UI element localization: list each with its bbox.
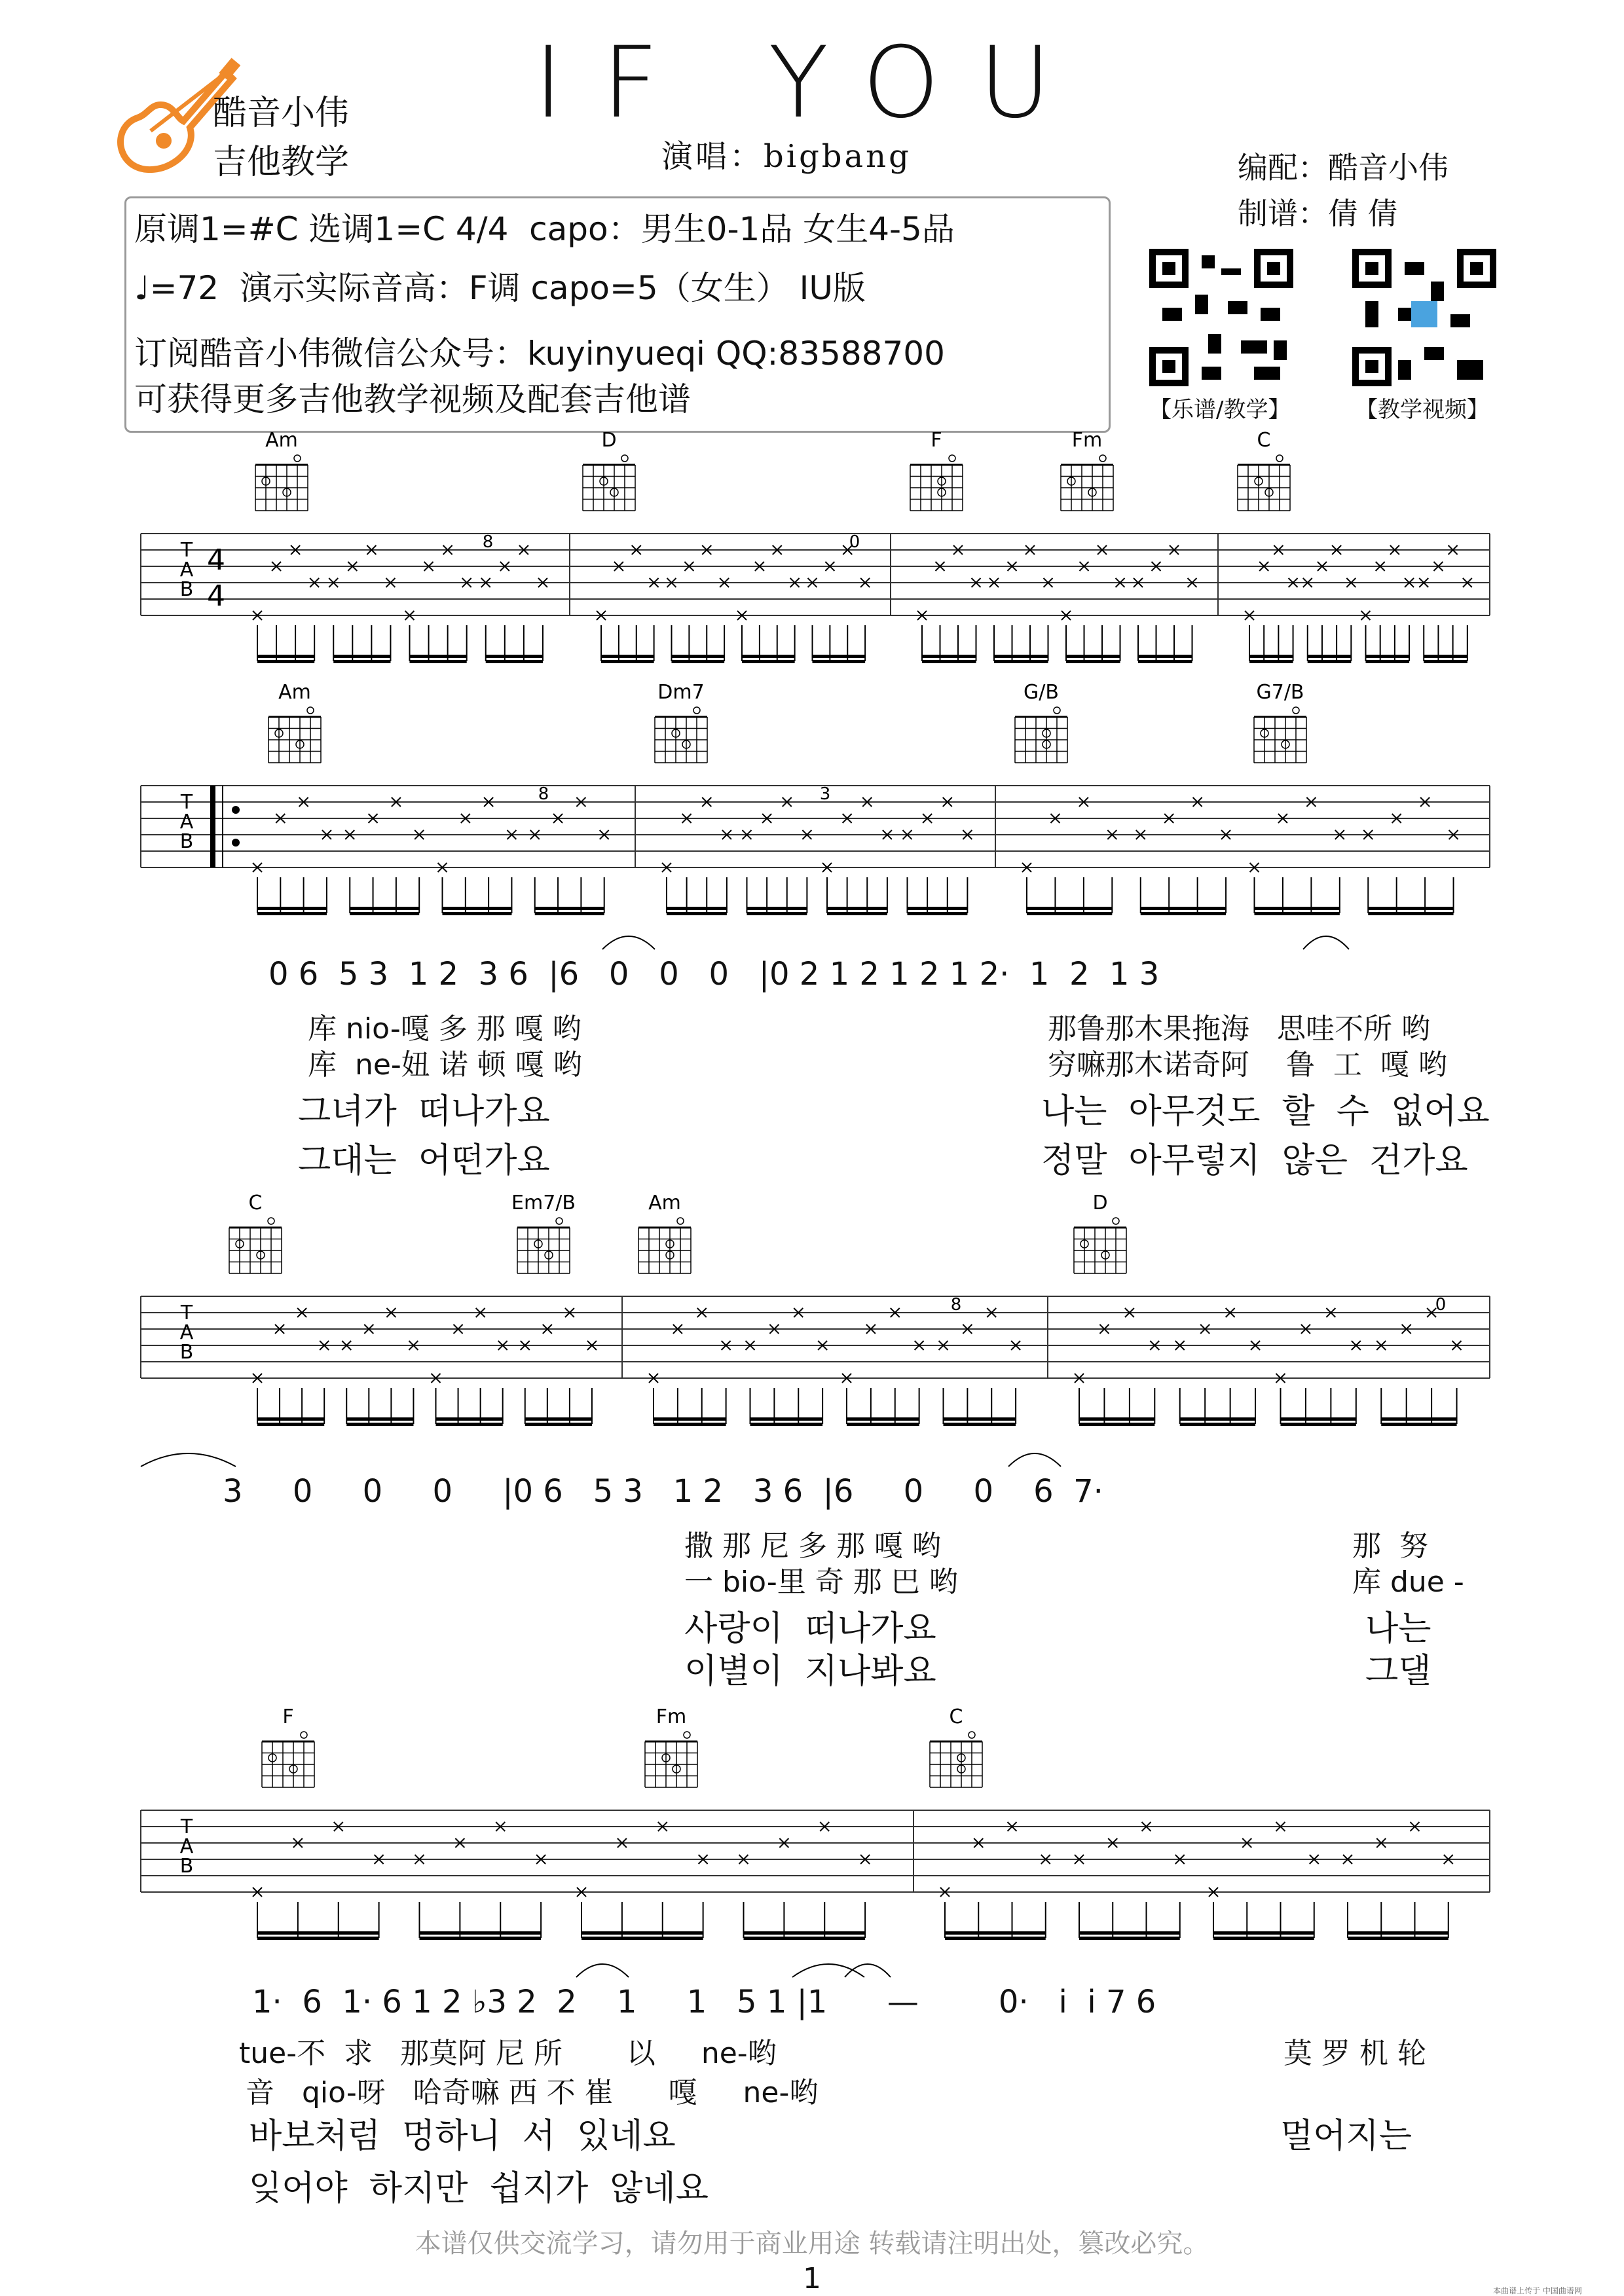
qr-score-caption: 【乐谱/教学】 xyxy=(1149,397,1291,423)
tab-letter: A xyxy=(179,1835,194,1858)
beam xyxy=(257,1937,379,1940)
open-string xyxy=(294,455,301,462)
upload-stamp: 本曲谱上传于 中国曲谱网 xyxy=(1493,2286,1582,2295)
open-string xyxy=(1099,455,1106,462)
chord-name: Fm xyxy=(655,1705,687,1728)
beam xyxy=(1079,1423,1154,1426)
beam xyxy=(945,1937,1046,1940)
beam xyxy=(1066,655,1120,658)
lyric-kr-2a: 그녀가 떠나가요 xyxy=(298,1092,550,1131)
lyric-kr-3d: 그댈 xyxy=(1365,1652,1431,1691)
open-string xyxy=(949,455,955,462)
tab-letter: T xyxy=(180,539,193,562)
beam xyxy=(744,1937,866,1940)
tab-letter: B xyxy=(179,1855,194,1878)
chord-name: G7/B xyxy=(1256,681,1304,704)
beam xyxy=(1180,1417,1255,1421)
beam xyxy=(410,655,467,658)
qr-video-caption: 【教学视频】 xyxy=(1356,397,1489,423)
lyric-cn-3a: 撒 那 尼 多 那 嘎 哟 xyxy=(684,1529,941,1563)
chord-name: Dm7 xyxy=(657,681,705,704)
open-string xyxy=(677,1218,684,1224)
beam xyxy=(420,1937,542,1940)
beam xyxy=(847,1423,919,1426)
beam xyxy=(350,907,419,910)
jianpu-line-4: 1· 6 1· 6 1 2 ♭3 2 2 1 1 5 1 |1 — 0· i i 7 6 xyxy=(252,1984,1156,2020)
lyric-cn-4b: 音 qio-呀 哈奇嘛 西 不 崔 嘎 ne-哟 xyxy=(246,2076,819,2109)
lyric-kr-4c: 멀어지는 xyxy=(1280,2117,1412,2156)
beam xyxy=(1281,1417,1356,1421)
beam xyxy=(813,660,866,663)
beam xyxy=(257,1423,324,1426)
open-string xyxy=(1113,1218,1119,1224)
beam xyxy=(994,660,1048,663)
slur-arc xyxy=(1303,936,1349,949)
tab-letter: A xyxy=(179,1321,194,1344)
beam xyxy=(1141,912,1226,915)
video-info: 可获得更多吉他教学视频及配套吉他谱 xyxy=(134,380,691,418)
beam xyxy=(350,912,419,915)
repeat-dot xyxy=(232,806,240,814)
beam xyxy=(1138,660,1192,663)
beam xyxy=(1027,912,1112,915)
tab-letter: A xyxy=(179,558,194,581)
beam xyxy=(1255,912,1340,915)
beam xyxy=(581,1937,703,1940)
beam xyxy=(257,1931,379,1935)
tab-letter: T xyxy=(180,791,193,814)
chord-name: Am xyxy=(278,681,311,704)
lyric-cn-4a: tue-不 求 那莫阿 尼 所 以 ne-哟 xyxy=(239,2037,777,2070)
beam xyxy=(742,660,795,663)
beam xyxy=(1079,1417,1154,1421)
beam xyxy=(1141,907,1226,910)
beam xyxy=(346,1417,413,1421)
beam xyxy=(1366,660,1410,663)
tab-letter: A xyxy=(179,811,194,833)
chord-name: C xyxy=(248,1192,263,1214)
open-string xyxy=(307,707,314,714)
lyric-cn-3d: 库 due - xyxy=(1352,1565,1464,1599)
slur-arc xyxy=(141,1453,236,1467)
beam xyxy=(1368,912,1453,915)
beam xyxy=(581,1931,703,1935)
beam xyxy=(257,655,314,658)
chord-name: F xyxy=(282,1705,294,1728)
beam xyxy=(1213,1937,1314,1940)
lyric-kr-2b: 그대는 어떤가요 xyxy=(298,1141,550,1180)
beam xyxy=(601,660,654,663)
open-string xyxy=(556,1218,563,1224)
beam xyxy=(945,1931,1046,1935)
beam xyxy=(1308,655,1352,658)
open-string xyxy=(621,455,628,462)
beam xyxy=(1281,1423,1356,1426)
beam xyxy=(436,1423,503,1426)
transcriber-credit: 制谱：倩 倩 xyxy=(1238,196,1398,231)
beam xyxy=(827,912,887,915)
lyric-cn-3b: 一 bio-里 奇 那 巴 哟 xyxy=(684,1565,958,1599)
beam xyxy=(1249,655,1293,658)
slur-arc xyxy=(792,1964,864,1977)
slur-arc xyxy=(602,936,655,949)
beam xyxy=(525,1423,592,1426)
lyric-cn-2a: 库 nio-嘎 多 那 嘎 哟 xyxy=(308,1012,581,1046)
beam xyxy=(922,655,976,658)
time-sig-top: 4 xyxy=(207,543,225,577)
chord-name: Em7/B xyxy=(511,1192,576,1214)
beam xyxy=(346,1423,413,1426)
beam xyxy=(1213,1931,1314,1935)
lyric-cn-2c: 那鲁那木果拖海 思哇不所 哟 xyxy=(1048,1012,1430,1046)
beam xyxy=(257,660,314,663)
beam xyxy=(922,660,976,663)
arranger-credit: 编配：酷音小伟 xyxy=(1238,150,1449,185)
beam xyxy=(1381,1417,1456,1421)
lyric-kr-3c: 나는 xyxy=(1365,1609,1431,1649)
beam xyxy=(994,655,1048,658)
beam xyxy=(847,1417,919,1421)
beam xyxy=(257,912,327,915)
fret-number: 0 xyxy=(849,532,860,552)
beam xyxy=(654,1417,726,1421)
time-sig-bottom: 4 xyxy=(207,579,225,613)
beam xyxy=(1348,1937,1449,1940)
tab-letter: T xyxy=(180,1302,193,1324)
open-string xyxy=(301,1732,307,1738)
beam xyxy=(535,907,604,910)
beam xyxy=(1366,655,1410,658)
open-string xyxy=(693,707,700,714)
open-string xyxy=(268,1218,274,1224)
lyric-kr-2c: 나는 아무것도 할 수 없어요 xyxy=(1041,1092,1490,1131)
beam xyxy=(667,907,727,910)
chord-name: F xyxy=(931,429,942,452)
beam xyxy=(672,660,725,663)
lyric-kr-2d: 정말 아무렇지 않은 건가요 xyxy=(1041,1141,1468,1180)
beam xyxy=(1027,907,1112,910)
beam xyxy=(333,655,390,658)
lyric-cn-4c: 莫 罗 机 轮 xyxy=(1283,2037,1426,2070)
beam xyxy=(672,655,725,658)
beam xyxy=(1308,660,1352,663)
lyric-kr-4a: 바보처럼 멍하니 서 있네요 xyxy=(249,2117,676,2156)
tab-letter: T xyxy=(180,1815,193,1838)
beam xyxy=(1424,655,1467,658)
fret-number: 8 xyxy=(482,532,494,552)
beam xyxy=(667,912,727,915)
page-number: 1 xyxy=(803,2262,821,2295)
slur-arc xyxy=(576,1964,629,1977)
chord-name: G/B xyxy=(1024,681,1059,704)
beam xyxy=(486,660,543,663)
key-info: 原调1=#C 选调1=C 4/4 capo：男生0-1品 女生4-5品 xyxy=(134,210,955,248)
brand-name: 酷音小伟 xyxy=(213,94,350,133)
singer-label: 演唱：bigbang xyxy=(661,138,912,175)
beam xyxy=(420,1931,542,1935)
beam xyxy=(750,1417,823,1421)
chord-name: C xyxy=(949,1705,963,1728)
beam xyxy=(827,907,887,910)
beam xyxy=(601,655,654,658)
open-string xyxy=(1293,707,1299,714)
beam xyxy=(1180,1423,1255,1426)
chord-name: Fm xyxy=(1071,429,1103,452)
beam xyxy=(944,1423,1016,1426)
beam xyxy=(944,1417,1016,1421)
beam xyxy=(654,1423,726,1426)
beam xyxy=(747,907,807,910)
beam xyxy=(813,655,866,658)
slur-arc xyxy=(845,1964,891,1977)
beam xyxy=(1424,660,1467,663)
fret-number: 8 xyxy=(950,1295,962,1315)
song-title: IF YOU xyxy=(534,26,1090,140)
beam xyxy=(525,1417,592,1421)
chord-name: Am xyxy=(265,429,298,452)
brand-subtitle: 吉他教学 xyxy=(213,143,350,182)
tab-letter: B xyxy=(179,578,194,601)
beam xyxy=(436,1417,503,1421)
jianpu-line-2: 0 6 5 3 1 2 3 6 |6 0 0 0 |0 2 1 2 1 2 1 2· 1 2 1 3 xyxy=(268,956,1160,993)
beam xyxy=(443,907,512,910)
lyric-kr-3b: 이별이 지나봐요 xyxy=(684,1652,936,1691)
beam xyxy=(908,912,968,915)
open-string xyxy=(684,1732,690,1738)
beam xyxy=(443,912,512,915)
beam xyxy=(908,907,968,910)
beam xyxy=(1348,1931,1449,1935)
beam xyxy=(744,1931,866,1935)
beam xyxy=(1381,1423,1456,1426)
beam xyxy=(1066,660,1120,663)
copyright-footer: 本谱仅供交流学习，请勿用于商业用途 转载请注明出处，篡改必究。 xyxy=(415,2229,1209,2259)
lyric-kr-3a: 사랑이 떠나가요 xyxy=(684,1609,936,1649)
tab-letter: B xyxy=(179,830,194,853)
jianpu-line-3: 3 0 0 0 |0 6 5 3 1 2 3 6 |6 0 0 6 7· xyxy=(223,1473,1103,1510)
beam xyxy=(1249,660,1293,663)
beam xyxy=(333,660,390,663)
beam xyxy=(535,912,604,915)
beam xyxy=(742,655,795,658)
chord-name: D xyxy=(1092,1192,1108,1214)
beam xyxy=(1138,655,1192,658)
fret-number: 8 xyxy=(538,784,549,804)
beam xyxy=(1079,1931,1180,1935)
beam xyxy=(747,912,807,915)
beam xyxy=(1368,907,1453,910)
beam xyxy=(257,1417,324,1421)
beam xyxy=(257,907,327,910)
subscribe-info: 订阅酷音小伟微信公众号：kuyinyueqi QQ:83588700 xyxy=(134,335,945,373)
open-string xyxy=(1054,707,1060,714)
lyric-cn-2d: 穷嘛那木诺奇阿 鲁 工 嘎 哟 xyxy=(1048,1048,1447,1082)
open-string xyxy=(1276,455,1283,462)
tab-letter: B xyxy=(179,1341,194,1364)
repeat-dot xyxy=(232,839,240,847)
beam xyxy=(750,1423,823,1426)
fret-number: 3 xyxy=(819,784,831,804)
lyric-cn-2b: 库 ne-妞 诺 顿 嘎 哟 xyxy=(308,1048,582,1082)
beam xyxy=(486,655,543,658)
beam xyxy=(410,660,467,663)
open-string xyxy=(969,1732,975,1738)
lyric-cn-3c: 那 努 xyxy=(1352,1529,1428,1563)
beam xyxy=(1255,907,1340,910)
chord-name: C xyxy=(1257,429,1271,452)
tempo-info: ♩=72 演示实际音高：F调 capo=5（女生） IU版 xyxy=(134,269,866,307)
chord-name: Am xyxy=(648,1192,681,1214)
slur-arc xyxy=(1008,1453,1061,1467)
lyric-kr-4b: 잊어야 하지만 쉽지가 않네요 xyxy=(249,2169,709,2208)
chord-name: D xyxy=(601,429,617,452)
fret-number: 0 xyxy=(1435,1295,1447,1315)
beam xyxy=(1079,1937,1180,1940)
